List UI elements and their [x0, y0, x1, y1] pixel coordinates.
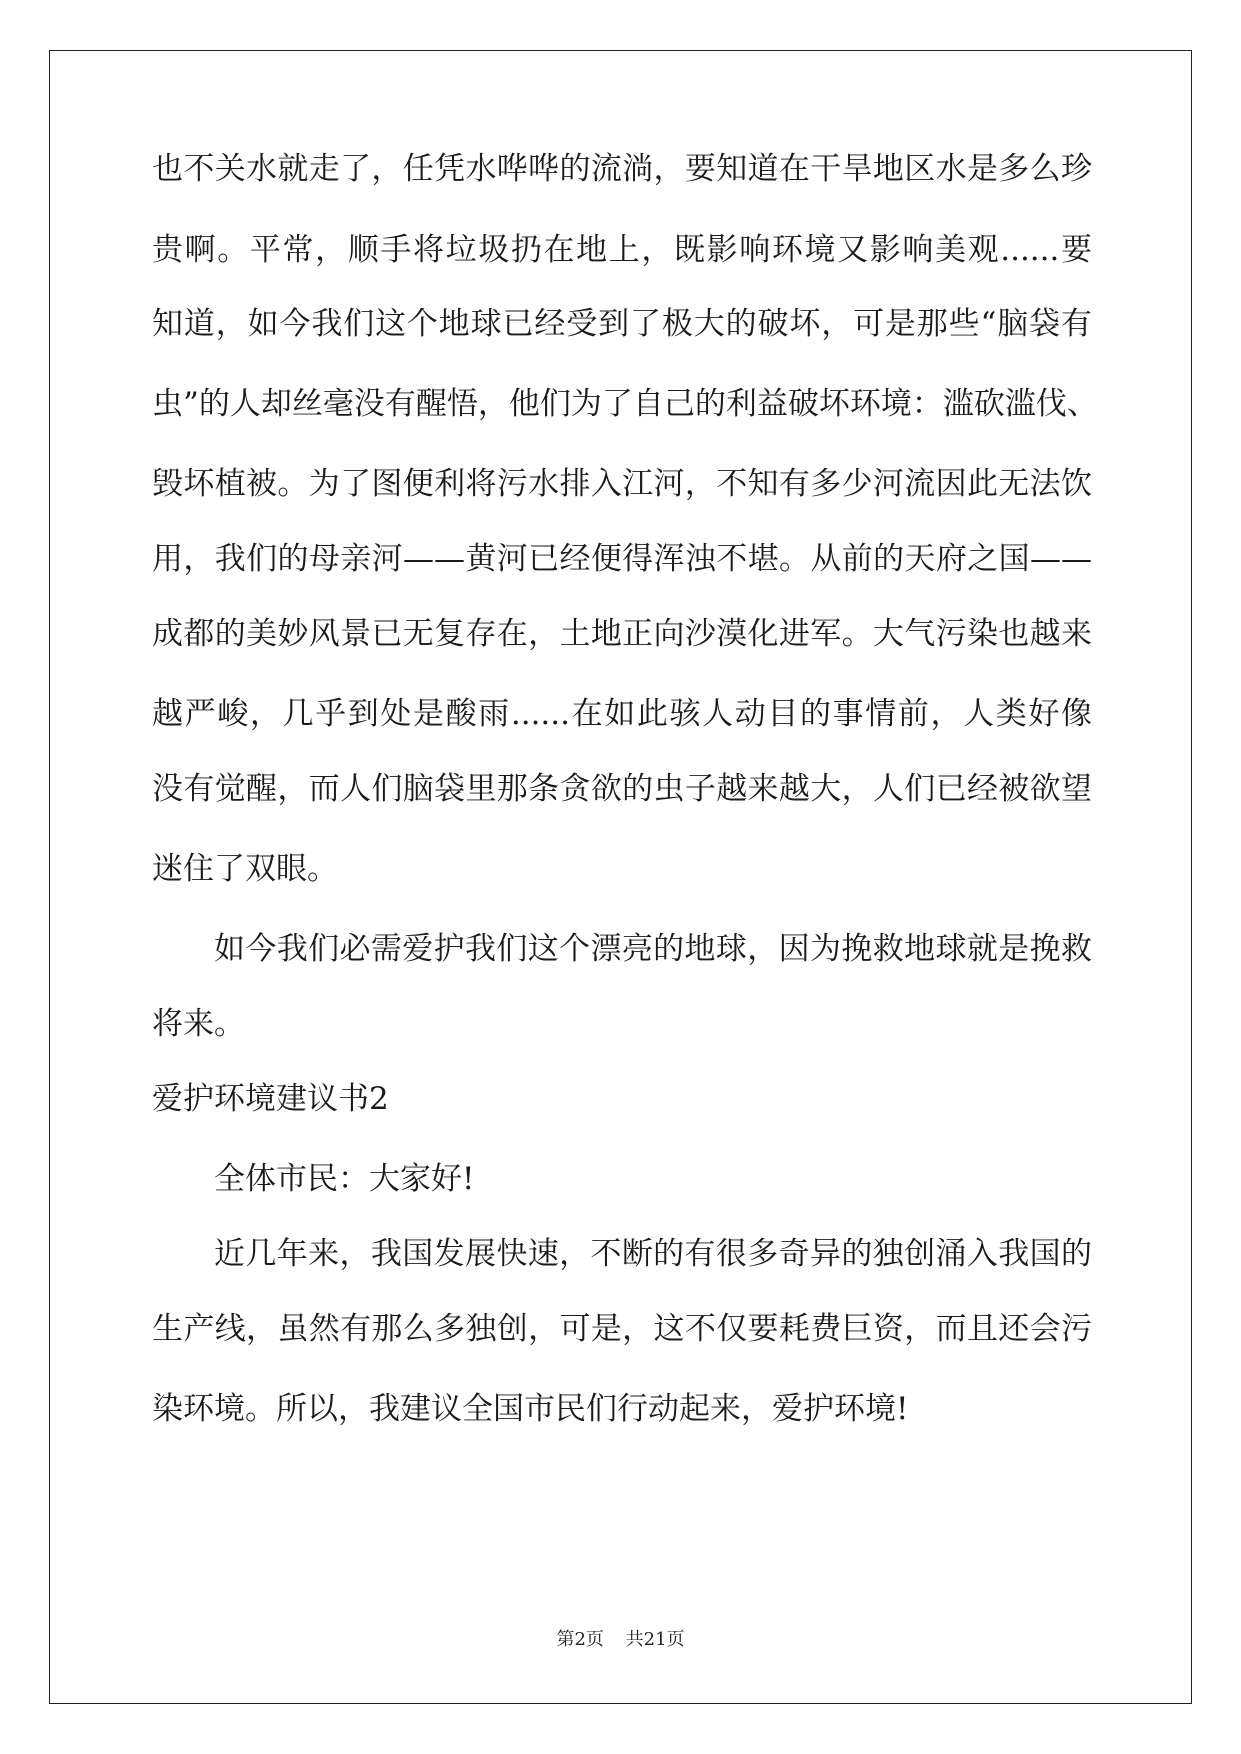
- paragraph-2-line-1: 如今我们必需爱护我们这个漂亮的地球，因为挽救地球就是挽救: [214, 931, 1092, 967]
- body-line-5: 毁坏植被。为了图便利将污水排入江河，不知有多少河流因此无法饮: [152, 466, 1092, 502]
- page-number: 第2页: [556, 1629, 604, 1650]
- body-line-2: 贵啊。平常，顺手将垃圾扔在地上，既影响环境又影响美观......要: [152, 232, 1092, 268]
- section-heading: 爱护环境建议书2: [152, 1081, 389, 1117]
- body-line-8: 越严峻，几乎到处是酸雨......在如此骇人动目的事情前，人类好像: [152, 696, 1092, 732]
- body-line-6: 用，我们的母亲河——黄河已经便得浑浊不堪。从前的天府之国——: [152, 541, 1092, 577]
- paragraph-2-line-2: 将来。: [152, 1006, 245, 1042]
- page-footer: [0, 1629, 1241, 1651]
- body-line-10: 迷住了双眼。: [152, 851, 338, 887]
- body-line-7: 成都的美妙风景已无复存在，土地正向沙漠化进军。大气污染也越来: [152, 616, 1092, 652]
- paragraph-3-line-2: 生产线，虽然有那么多独创，可是，这不仅要耗费巨资，而且还会污: [152, 1311, 1092, 1347]
- body-line-3: 知道，如今我们这个地球已经受到了极大的破坏，可是那些“脑袋有: [152, 306, 1092, 342]
- paragraph-3-line-1: 近几年来，我国发展快速，不断的有很多奇异的独创涌入我国的: [214, 1236, 1092, 1272]
- paragraph-3-line-3: 染环境。所以，我建议全国市民们行动起来，爱护环境!: [152, 1391, 909, 1427]
- body-line-9: 没有觉醒，而人们脑袋里那条贪欲的虫子越来越大，人们已经被欲望: [152, 771, 1092, 807]
- page-total: 共21页: [625, 1629, 685, 1650]
- body-line-4: 虫”的人却丝毫没有醒悟，他们为了自己的利益破坏环境：滥砍滥伐、: [152, 386, 1098, 422]
- body-line-1: 也不关水就走了，任凭水哗哗的流淌，要知道在干旱地区水是多么珍: [152, 151, 1092, 187]
- salutation: 全体市民：大家好!: [214, 1161, 475, 1197]
